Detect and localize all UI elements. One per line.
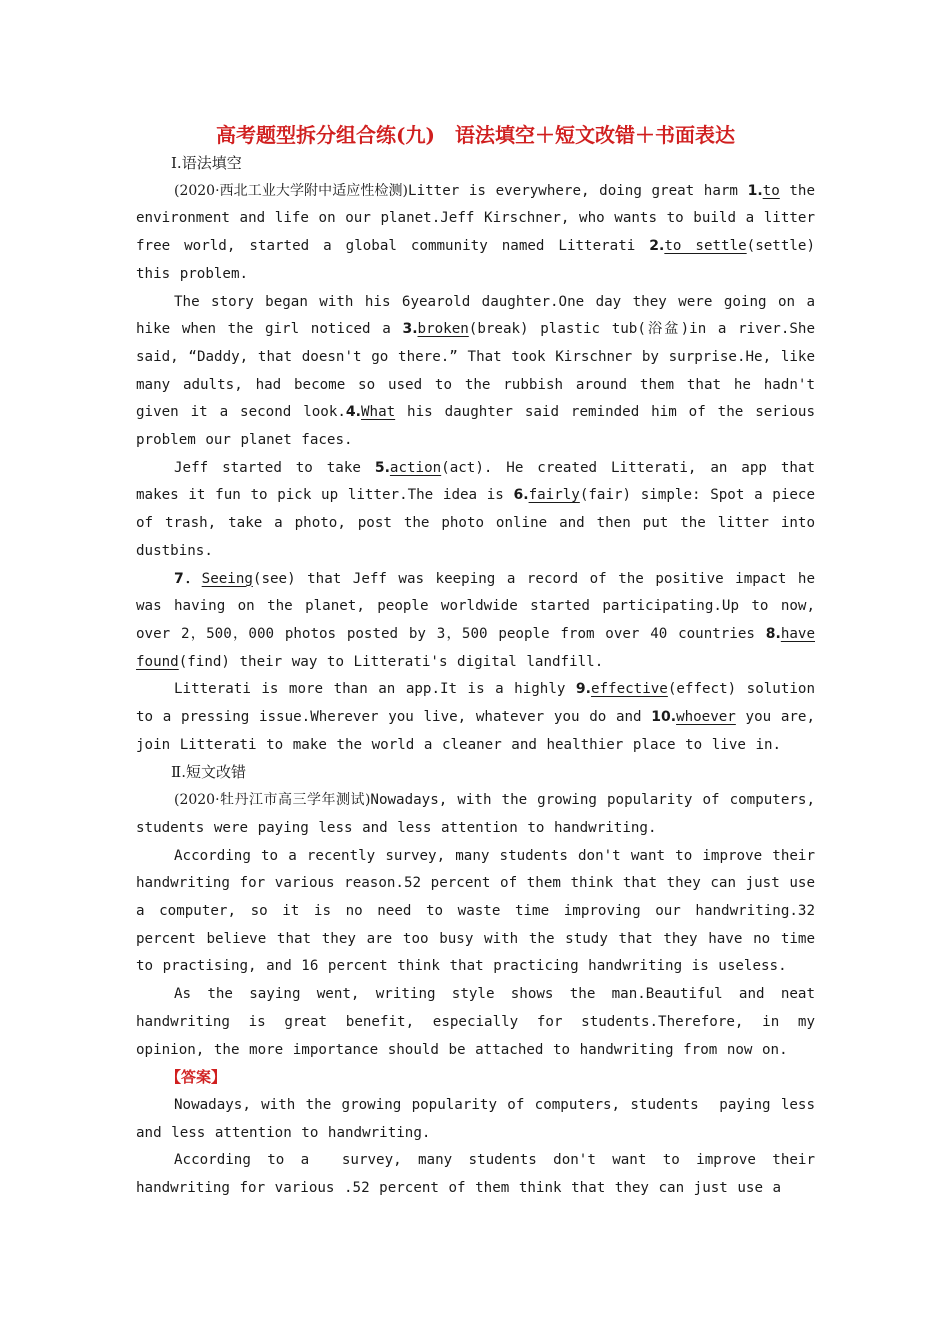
- section-heading-grammar: Ⅰ.语法填空: [171, 154, 242, 172]
- blank-number-7: 7．: [174, 570, 202, 587]
- paragraph-4: [136, 566, 815, 677]
- text: Litter is everywhere, doing great harm: [408, 182, 748, 199]
- text: (fair) simple: Spot a piece of trash, take a photo, post the photo online and then put the litter into dustbins.: [136, 487, 815, 559]
- paragraph-5: [136, 676, 815, 759]
- text: (act). He created Litterati, an app that makes it fun to pick up litter.The idea is: [136, 459, 816, 504]
- answer-7: Seeing: [201, 570, 253, 587]
- paragraph-3: [136, 455, 815, 566]
- text: you are, join Litterati to make the world a cleaner and healthier place to live in.: [136, 709, 815, 753]
- blank-number-1: 1.: [747, 182, 763, 199]
- answer-2: to settle: [664, 238, 747, 255]
- document-page: [136, 120, 825, 1203]
- text: Nowadays, with the growing popularity of computers, students were paying less and less attention to handwriting.: [136, 792, 815, 836]
- text: The story began with his 6yearold daughter.One day they were going on a hike when the girl noticed a: [136, 293, 815, 338]
- source-note: (2020·西北工业大学附中适应性检测): [174, 182, 409, 199]
- answer-4: What: [360, 404, 396, 421]
- text: the environment and life on our planet.Jeff Kirschner, who wants to build a litter free world, started a global community named Litterati: [136, 182, 815, 255]
- blank-number-6: 6.: [513, 487, 529, 504]
- text: (break) plastic tub(浴盆)in a river.She said, “Daddy, that doesn't go there.” That took Kirschner by surprise.He, like many adults, had become so used to the rubbish around them that he hadn't given it a second look.: [136, 321, 815, 421]
- text: (see) that Jeff was keeping a record of the positive impact he was having on the planet, people worldwide started participating.Up to now, over 2，500，000 photos posted by 3，500 people from over 40 countries: [136, 570, 815, 642]
- answer-paragraph-1: Nowadays, with the growing popularity of computers, students paying less and less attention to handwriting.: [136, 1096, 825, 1141]
- answer-8: have found: [136, 625, 815, 670]
- text: (find) their way to Litterati's digital landfill.: [178, 653, 604, 670]
- answer-paragraph-2: According to a survey, many students don't want to improve their handwriting for various .52 percent of them think that they can just use a: [136, 1152, 825, 1197]
- correction-paragraph-2: According to a recently survey, many students don't want to improve their handwriting for various reason.52 percent of them think that they can just use a computer, so it is no need to waste time improving our handwriting.32 percent believe that they are too busy with the study that they have no time to practising, and 16 percent think that practicing handwriting is useless.: [136, 847, 815, 975]
- paragraph-1: [136, 178, 815, 289]
- section-heading-correction: Ⅱ.短文改错: [171, 763, 246, 782]
- blank-number-10: 10.: [651, 709, 677, 726]
- text: (effect) solution to a pressing issue.Wherever you live, whatever you do and: [136, 681, 815, 726]
- blank-number-5: 5.: [374, 459, 390, 476]
- blank-number-9: 9.: [575, 681, 591, 698]
- answer-6: fairly: [528, 487, 580, 504]
- blank-number-3: 3.: [402, 321, 418, 338]
- answer-10: whoever: [676, 709, 736, 726]
- blank-number-2: 2.: [649, 238, 665, 255]
- source-note: (2020·牡丹江市高三学年测试): [174, 792, 371, 809]
- answer-9: effective: [590, 681, 668, 698]
- page-title: 高考题型拆分组合练(九) 语法填空＋短文改错＋书面表达: [216, 123, 735, 147]
- answer-5: action: [389, 459, 442, 476]
- text: Litterati is more than an app.It is a highly: [174, 681, 576, 698]
- text: Jeff started to take: [174, 459, 375, 476]
- blank-number-4: 4.: [345, 404, 361, 421]
- blank-number-8: 8.: [765, 625, 781, 642]
- text: his daughter said reminded him of the serious problem our planet faces.: [136, 404, 815, 449]
- paragraph-2: [136, 289, 815, 455]
- correction-paragraph-1: [136, 787, 815, 842]
- correction-paragraph-3: As the saying went, writing style shows the man.Beautiful and neat handwriting is great benefit, especially for students.Therefore, in my opinion, the more importance should be attached to handwriting from now on.: [136, 986, 815, 1058]
- answer-tag: 【答案】: [166, 1068, 227, 1087]
- answer-3: broken: [417, 321, 469, 338]
- text: (settle) this problem.: [136, 238, 815, 282]
- answer-1: to: [762, 182, 780, 199]
